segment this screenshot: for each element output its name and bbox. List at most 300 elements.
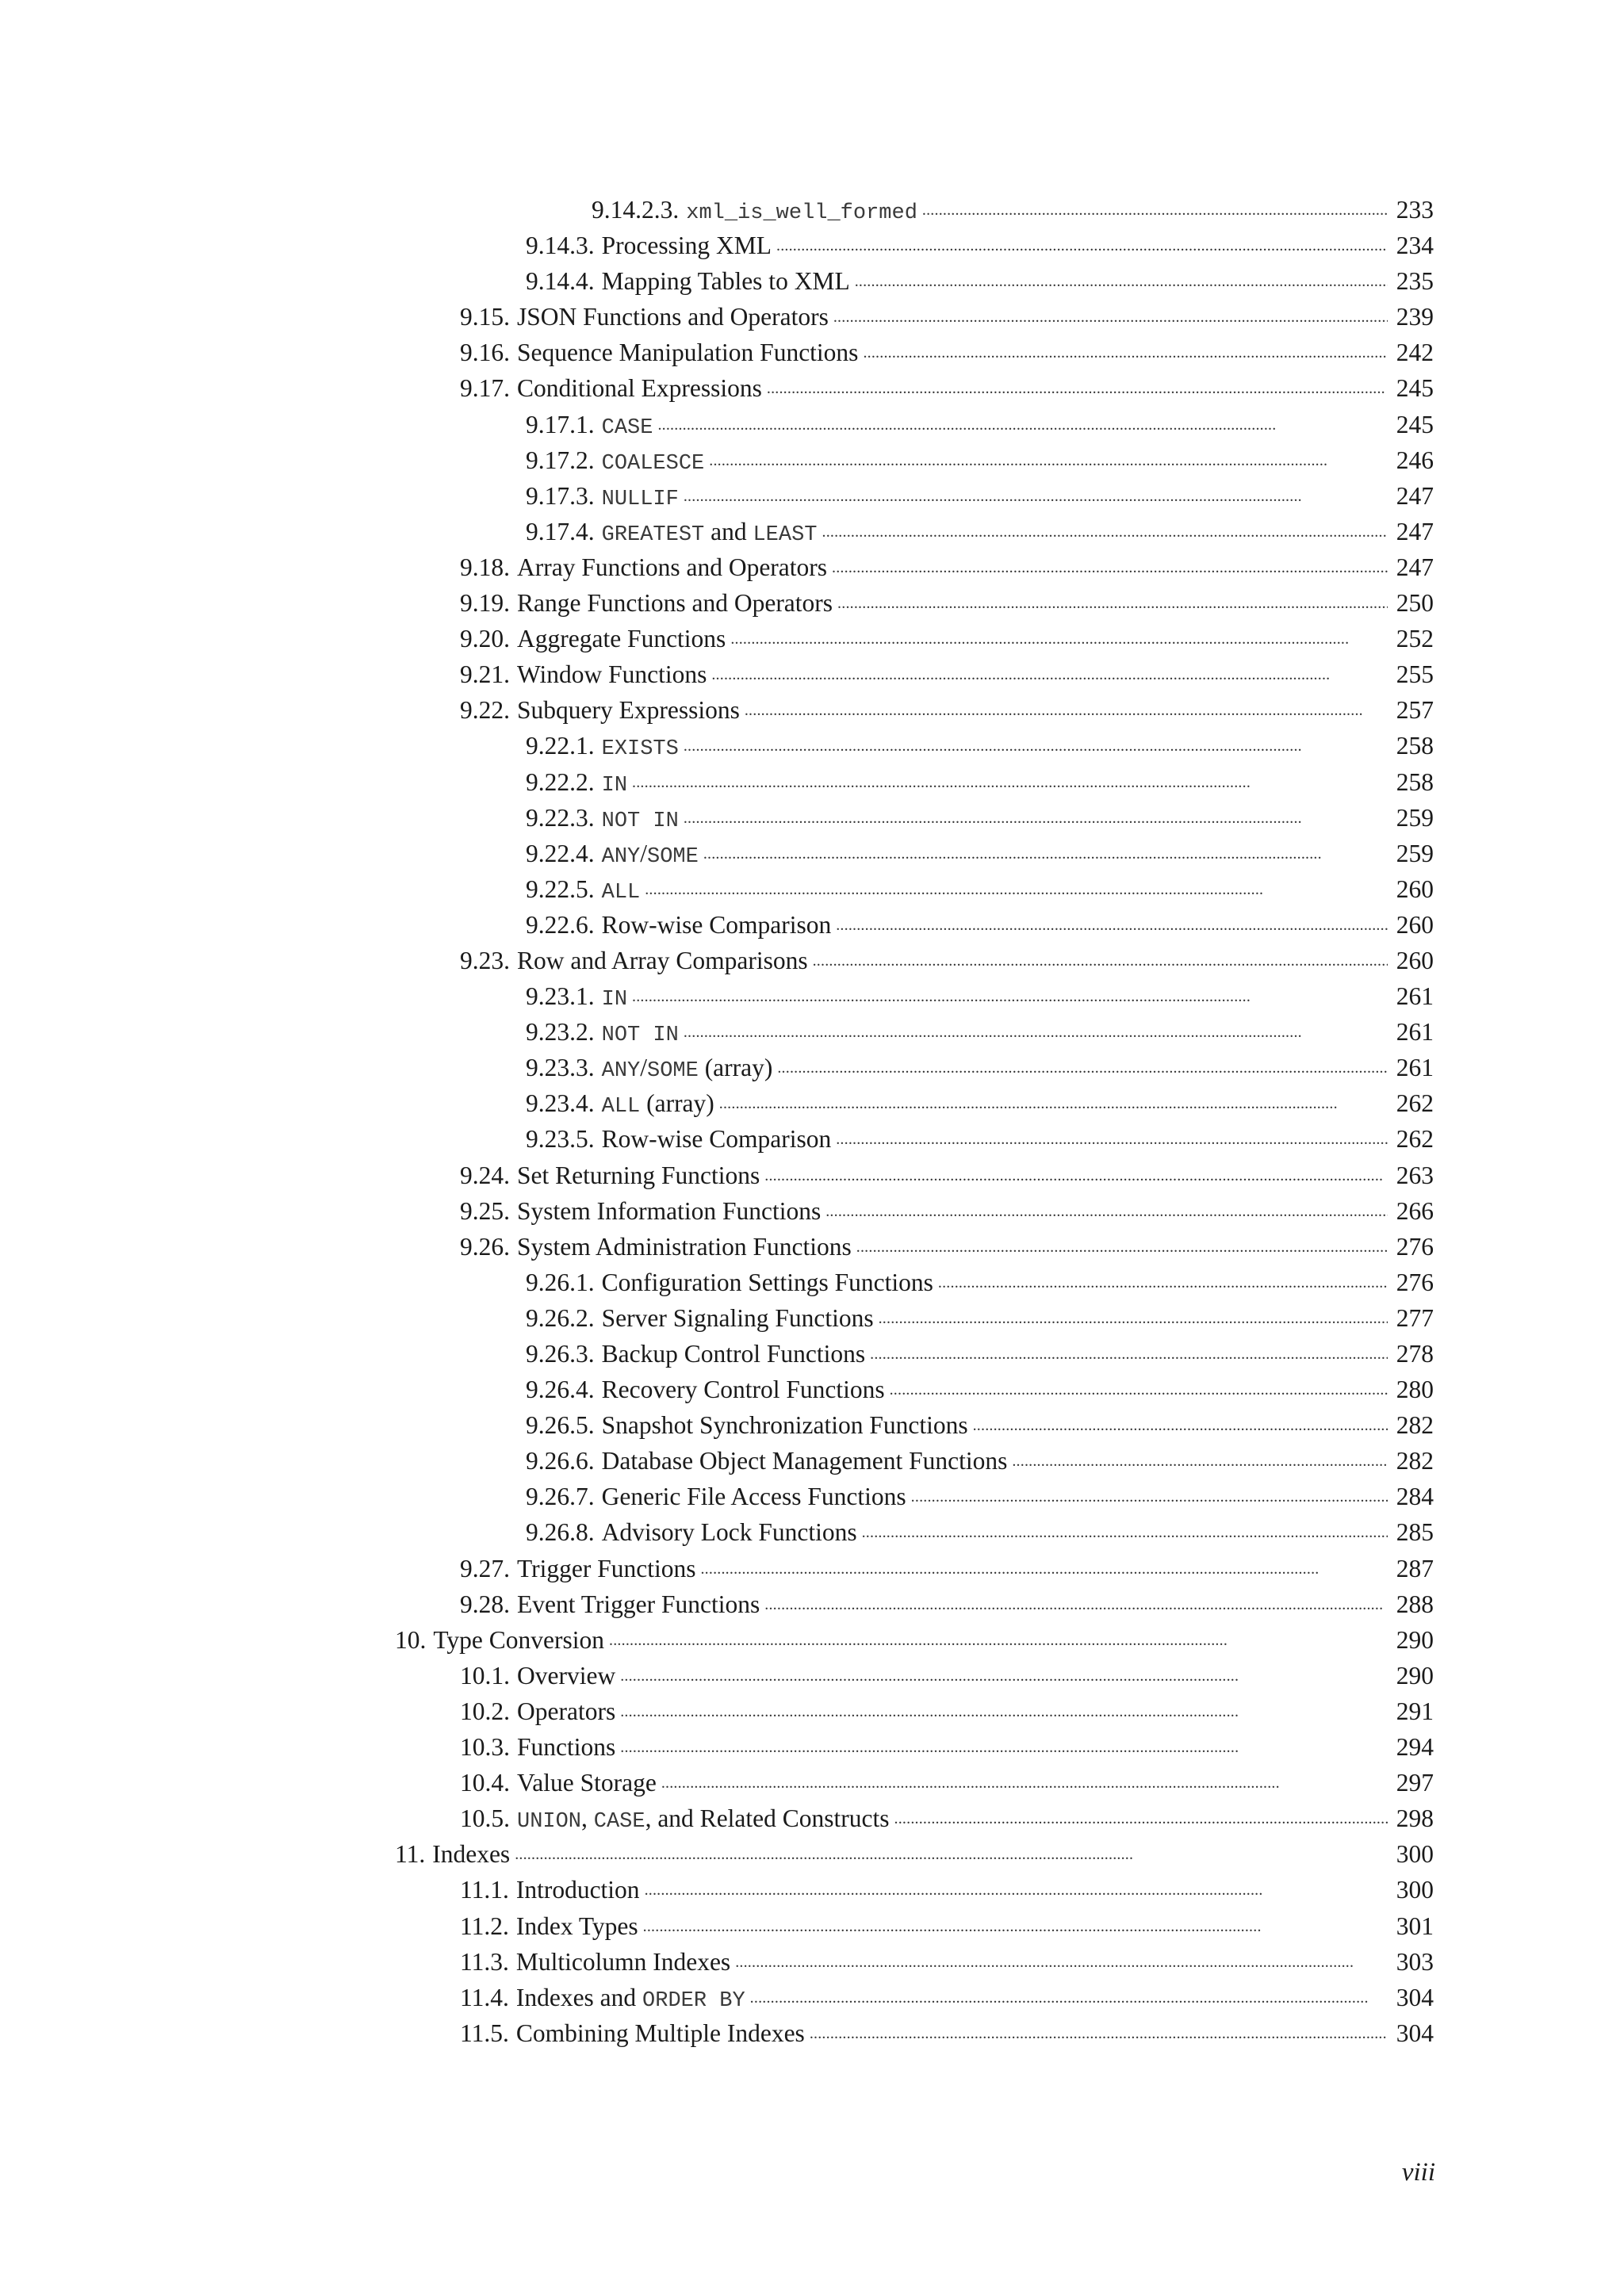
toc-entry[interactable]: [389, 478, 1434, 514]
toc-section-number: 9.23.4.: [526, 1089, 595, 1118]
toc-code-term: CASE: [593, 1810, 645, 1835]
toc-section-number: 9.15.: [460, 303, 510, 331]
toc-page-number: 303: [1396, 1947, 1434, 1976]
toc-title-text: (array): [640, 1089, 714, 1118]
toc-section-number: 11.: [395, 1840, 426, 1869]
dot-leader: [911, 1480, 1388, 1506]
toc-section-number: 9.23.: [460, 946, 510, 974]
toc-section-number: 9.17.3.: [526, 481, 595, 510]
toc-page-number: 259: [1396, 839, 1434, 867]
dot-leader: [890, 1373, 1388, 1399]
toc-section-number: 9.22.6.: [526, 910, 595, 939]
toc-entry-title: [460, 1980, 745, 2019]
toc-entry[interactable]: [389, 1121, 1434, 1157]
toc-entry-title: [460, 549, 827, 585]
toc-section-number: 9.17.2.: [526, 446, 595, 474]
toc-title-text: Generic File Access Functions: [601, 1483, 906, 1511]
toc-title-text: /: [640, 839, 647, 867]
toc-entry[interactable]: [389, 1300, 1434, 1336]
toc-entry[interactable]: [389, 370, 1434, 406]
dot-leader: [620, 1659, 1388, 1684]
toc-section-number: 9.17.: [460, 374, 510, 403]
toc-entry[interactable]: [389, 442, 1434, 478]
toc-title-text: Value Storage: [517, 1769, 657, 1797]
toc-page-number: 261: [1396, 982, 1434, 1011]
toc-entry-title: [592, 192, 917, 232]
dot-leader: [684, 1016, 1388, 1041]
dot-leader: [832, 550, 1388, 576]
toc-code-term: LEAST: [753, 522, 818, 547]
toc-entry-title: [526, 800, 679, 840]
toc-entry-title: [526, 1121, 831, 1157]
toc-code-term: EXISTS: [601, 737, 679, 762]
toc-entry-title: [526, 442, 704, 482]
toc-title-text: Database Object Management Functions: [601, 1447, 1008, 1475]
toc-title-text: (array): [698, 1054, 773, 1082]
toc-page-number: 282: [1396, 1447, 1434, 1475]
toc-section-number: 11.1.: [460, 1876, 509, 1904]
toc-page-number: 233: [1396, 196, 1434, 224]
dot-leader: [764, 1587, 1388, 1613]
toc-section-number: 9.17.1.: [526, 410, 595, 438]
dot-leader: [973, 1409, 1388, 1434]
toc-entry[interactable]: [389, 1551, 1434, 1586]
toc-entry-title: [460, 299, 829, 335]
dot-leader: [620, 1731, 1388, 1756]
toc-entry[interactable]: [389, 514, 1434, 549]
toc-page-number: 247: [1396, 553, 1434, 581]
toc-entry[interactable]: [389, 800, 1434, 836]
toc-entry-title: [526, 1479, 906, 1514]
dot-leader: [837, 587, 1388, 612]
toc-section-number: 9.14.3.: [526, 232, 595, 260]
toc-entry-title: [526, 836, 699, 875]
toc-entry[interactable]: [389, 871, 1434, 907]
dot-leader: [855, 265, 1388, 290]
dot-leader: [836, 908, 1388, 933]
toc-entry[interactable]: [389, 836, 1434, 871]
toc-entry[interactable]: [389, 907, 1434, 943]
toc-entry-title: [526, 764, 627, 804]
dot-leader: [657, 408, 1388, 433]
toc-section-number: 9.26.8.: [526, 1518, 595, 1547]
dot-leader: [661, 1766, 1388, 1792]
toc-title-text: Advisory Lock Functions: [601, 1518, 857, 1547]
toc-page-number: 285: [1396, 1518, 1434, 1547]
toc-entry[interactable]: [389, 1014, 1434, 1050]
toc-entry-title: [526, 1265, 933, 1300]
dot-leader: [750, 1980, 1388, 2006]
toc-entry[interactable]: [389, 692, 1434, 728]
toc-entry[interactable]: [389, 192, 1434, 228]
toc-entry-title: [526, 1300, 874, 1336]
dot-leader: [735, 1945, 1388, 1970]
toc-section-number: 9.24.: [460, 1161, 510, 1189]
toc-title-text: Mapping Tables to XML: [601, 267, 850, 296]
toc-entry-title: [526, 1443, 1007, 1479]
toc-code-term: UNION: [517, 1810, 582, 1835]
dot-leader: [776, 229, 1388, 254]
dot-leader: [643, 1909, 1388, 1934]
toc-section-number: 9.22.: [460, 696, 510, 725]
toc-section-number: 10.2.: [460, 1697, 510, 1725]
toc-page-number: 291: [1396, 1697, 1434, 1725]
dot-leader: [777, 1051, 1388, 1077]
toc-title-text: Snapshot Synchronization Functions: [601, 1411, 968, 1440]
toc-entry-title: [526, 1336, 865, 1372]
toc-entry[interactable]: [389, 228, 1434, 263]
toc-entry[interactable]: [389, 1908, 1434, 1944]
toc-entry[interactable]: [389, 1336, 1434, 1372]
toc-entry-title: [460, 2015, 805, 2051]
dot-leader: [894, 1802, 1388, 1827]
toc-title-text: System Information Functions: [517, 1196, 822, 1225]
toc-entry[interactable]: [389, 1514, 1434, 1550]
toc-entry[interactable]: [389, 1085, 1434, 1121]
dot-leader: [822, 515, 1388, 540]
toc-entry[interactable]: [389, 1372, 1434, 1407]
page-number: viii: [1401, 2158, 1435, 2187]
toc-title-text: Operators: [517, 1697, 616, 1725]
toc-title-text: Indexes and: [515, 1983, 643, 2011]
toc-entry[interactable]: [389, 764, 1434, 800]
toc-section-number: 9.14.4.: [526, 267, 595, 296]
toc-entry-title: [460, 1800, 890, 1840]
toc-entry[interactable]: [389, 1193, 1434, 1229]
toc-code-term: IN: [601, 988, 628, 1012]
toc-title-text: Conditional Expressions: [517, 374, 762, 403]
toc-section-number: 9.22.1.: [526, 732, 595, 760]
toc-section-number: 11.2.: [460, 1911, 509, 1940]
toc-page-number: 278: [1396, 1340, 1434, 1368]
toc-entry-title: [460, 1765, 657, 1800]
toc-page-number: 262: [1396, 1089, 1434, 1118]
toc-entry-title: [526, 407, 653, 446]
toc-entry[interactable]: [389, 728, 1434, 763]
toc-entry-title: [526, 907, 831, 943]
toc-section-number: 9.23.1.: [526, 982, 595, 1011]
toc-entry[interactable]: [389, 1622, 1434, 1658]
toc-section-number: 11.3.: [460, 1947, 509, 1976]
dot-leader: [836, 1123, 1388, 1148]
toc-page-number: 260: [1396, 946, 1434, 974]
toc-page-number: 247: [1396, 481, 1434, 510]
toc-section-number: 11.5.: [460, 2019, 509, 2047]
toc-page-number: 255: [1396, 660, 1434, 689]
toc-page-number: 277: [1396, 1303, 1434, 1332]
toc-page-number: 287: [1396, 1554, 1434, 1582]
toc-entry-title: [460, 1693, 615, 1729]
toc-title-text: Set Returning Functions: [517, 1161, 760, 1189]
toc-page-number: 245: [1396, 374, 1434, 403]
toc-title-text: Indexes: [432, 1840, 511, 1869]
toc-page-number: 263: [1396, 1161, 1434, 1189]
dot-leader: [870, 1337, 1388, 1363]
toc-entry[interactable]: [389, 1800, 1434, 1836]
dot-leader: [862, 1516, 1388, 1541]
toc-title-text: Window Functions: [517, 660, 707, 689]
toc-page-number: 235: [1396, 267, 1434, 296]
toc-entry[interactable]: [389, 1693, 1434, 1729]
toc-title-text: Server Signaling Functions: [601, 1303, 874, 1332]
toc-entry-title: [526, 1514, 857, 1550]
toc-title-text: Multicolumn Indexes: [515, 1947, 731, 1976]
dot-leader: [620, 1694, 1388, 1720]
dot-leader: [711, 658, 1388, 683]
toc-entry-title: [460, 1586, 760, 1622]
toc-title-text: Subquery Expressions: [517, 696, 740, 725]
toc-title-text: Trigger Functions: [517, 1554, 696, 1582]
toc-page-number: 261: [1396, 1054, 1434, 1082]
toc-code-term: SOME: [647, 844, 699, 869]
toc-title-text: Overview: [517, 1661, 616, 1689]
toc-section-number: 9.26.: [460, 1232, 510, 1261]
toc-entry-title: [526, 1050, 772, 1089]
toc-entry-title: [526, 1372, 885, 1407]
toc-entry-title: [460, 1658, 615, 1693]
toc-entry[interactable]: [389, 1158, 1434, 1193]
toc-entry[interactable]: [389, 1872, 1434, 1908]
toc-page-number: 246: [1396, 446, 1434, 474]
dot-leader: [632, 980, 1388, 1005]
dot-leader: [609, 1623, 1388, 1648]
toc-title-text: Functions: [517, 1733, 616, 1762]
toc-entry[interactable]: [389, 2015, 1434, 2051]
toc-section-number: 9.16.: [460, 339, 510, 367]
toc-entry[interactable]: [389, 1050, 1434, 1085]
dot-leader: [856, 1230, 1388, 1255]
toc-title-text: Event Trigger Functions: [517, 1590, 760, 1618]
dot-leader: [825, 1194, 1388, 1219]
toc-page-number: 300: [1396, 1876, 1434, 1904]
toc-section-number: 9.22.4.: [526, 839, 595, 867]
dot-leader: [764, 1158, 1388, 1184]
toc-page-number: 262: [1396, 1125, 1434, 1154]
dot-leader: [922, 193, 1388, 219]
toc-entry-title: [395, 1836, 510, 1872]
toc-entry-title: [460, 1158, 760, 1193]
toc-entry-title: [526, 478, 679, 518]
toc-page-number: 290: [1396, 1661, 1434, 1689]
toc-title-text: Combining Multiple Indexes: [515, 2019, 805, 2047]
toc-entry[interactable]: [389, 1980, 1434, 2015]
toc-entry[interactable]: [389, 1658, 1434, 1693]
toc-entry-title: [460, 1193, 821, 1229]
toc-entry-title: [460, 656, 707, 692]
toc-entry[interactable]: [389, 1729, 1434, 1765]
toc-page-number: 257: [1396, 696, 1434, 725]
toc-page-number: 245: [1396, 410, 1434, 438]
toc-section-number: 10.1.: [460, 1661, 510, 1689]
toc-title-text: /: [640, 1054, 647, 1082]
toc-section-number: 9.23.3.: [526, 1054, 595, 1082]
dot-leader: [684, 479, 1388, 504]
toc-title-text: Range Functions and Operators: [517, 589, 833, 618]
toc-page-number: 247: [1396, 517, 1434, 545]
toc-entry[interactable]: [389, 1407, 1434, 1443]
toc-page-number: 290: [1396, 1625, 1434, 1654]
toc-entry[interactable]: [389, 1229, 1434, 1265]
toc-page-number: 252: [1396, 625, 1434, 653]
toc-section-number: 9.20.: [460, 625, 510, 653]
toc-entry-title: [526, 978, 627, 1018]
toc-entry-title: [460, 1908, 638, 1944]
toc-title-text: Array Functions and Operators: [517, 553, 828, 581]
toc-entry[interactable]: [389, 656, 1434, 692]
toc-page-number: 288: [1396, 1590, 1434, 1618]
toc-entry-title: [460, 692, 740, 728]
toc-entry[interactable]: [389, 1586, 1434, 1622]
toc-entry[interactable]: [389, 1765, 1434, 1800]
toc-section-number: 9.22.3.: [526, 803, 595, 832]
toc-entry[interactable]: [389, 943, 1434, 978]
dot-leader: [813, 943, 1388, 969]
toc-section-number: 10.3.: [460, 1733, 510, 1762]
toc-page-number: 260: [1396, 910, 1434, 939]
toc-section-number: 10.4.: [460, 1769, 510, 1797]
toc-section-number: 9.27.: [460, 1554, 510, 1582]
toc-title-text: Introduction: [515, 1876, 640, 1904]
dot-leader: [684, 729, 1388, 755]
dot-leader: [684, 801, 1388, 826]
toc-entry[interactable]: [389, 1836, 1434, 1872]
toc-page-number: 250: [1396, 589, 1434, 618]
toc-section-number: 10.5.: [460, 1804, 510, 1833]
toc-section-number: 9.17.4.: [526, 517, 595, 545]
toc-entry-title: [526, 1014, 679, 1054]
toc-entry[interactable]: [389, 978, 1434, 1014]
toc-code-term: ORDER BY: [642, 1988, 745, 2013]
toc-entry[interactable]: [389, 585, 1434, 621]
dot-leader: [730, 622, 1388, 648]
toc-code-term: NOT IN: [601, 809, 679, 833]
dot-leader: [515, 1838, 1388, 1863]
dot-leader: [632, 765, 1388, 790]
toc-page-number: 242: [1396, 339, 1434, 367]
toc-code-term: xml_is_well_formed: [686, 201, 917, 225]
toc-page-number: 304: [1396, 2019, 1434, 2047]
toc-title-text: Row-wise Comparison: [601, 910, 832, 939]
dot-leader: [1012, 1445, 1388, 1470]
dot-leader: [645, 1873, 1388, 1899]
dot-leader: [745, 694, 1388, 719]
toc-page-number: 280: [1396, 1376, 1434, 1404]
toc-section-number: 9.22.2.: [526, 767, 595, 796]
toc-entry-title: [526, 514, 818, 553]
toc-section-number: 9.26.4.: [526, 1376, 595, 1404]
toc-title-text: Recovery Control Functions: [601, 1376, 885, 1404]
toc-entry-title: [460, 943, 808, 978]
toc-entry-title: [526, 728, 679, 767]
toc-entry[interactable]: [389, 407, 1434, 442]
toc-entry-title: [526, 1085, 714, 1125]
toc-entry[interactable]: [389, 1265, 1434, 1300]
toc-title-text: Row and Array Comparisons: [517, 946, 808, 974]
toc-title-text: and: [704, 517, 753, 545]
toc-code-term: COALESCE: [601, 451, 705, 476]
toc-page-number: 301: [1396, 1911, 1434, 1940]
toc-title-text: System Administration Functions: [517, 1232, 852, 1261]
toc-page-number: 266: [1396, 1196, 1434, 1225]
toc-entry-title: [460, 1729, 615, 1765]
toc-title-text: Index Types: [515, 1911, 638, 1940]
toc-section-number: 9.26.6.: [526, 1447, 595, 1475]
toc-page-number: 304: [1396, 1983, 1434, 2011]
toc-code-term: NULLIF: [601, 487, 679, 511]
toc-page-number: 239: [1396, 303, 1434, 331]
toc-section-number: 9.26.7.: [526, 1483, 595, 1511]
toc-entry-title: [460, 1229, 852, 1265]
toc-entry[interactable]: [389, 263, 1434, 299]
toc-section-number: 9.18.: [460, 553, 510, 581]
toc-page-number: 300: [1396, 1840, 1434, 1869]
toc-entry[interactable]: [389, 299, 1434, 335]
toc-entry-title: [526, 228, 772, 263]
toc-page-number: 284: [1396, 1483, 1434, 1511]
dot-leader: [938, 1265, 1388, 1291]
toc-code-term: GREATEST: [601, 522, 705, 547]
toc-code-term: ALL: [601, 880, 641, 905]
toc-entry-title: [460, 585, 833, 621]
toc-section-number: 10.: [395, 1625, 427, 1654]
toc-section-number: 9.14.2.3.: [592, 196, 680, 224]
toc-entry[interactable]: [389, 1944, 1434, 1980]
toc-entry-title: [460, 621, 726, 656]
toc-page-number: 234: [1396, 232, 1434, 260]
dot-leader: [863, 336, 1388, 362]
dot-leader: [833, 300, 1388, 326]
toc-entry-title: [526, 1407, 968, 1443]
toc-title-text: Type Conversion: [433, 1625, 605, 1654]
toc-title-text: JSON Functions and Operators: [517, 303, 829, 331]
dot-leader: [719, 1087, 1388, 1112]
toc-code-term: ANY: [601, 844, 641, 869]
toc-page-number: 294: [1396, 1733, 1434, 1762]
table-of-contents: [389, 192, 1434, 2051]
toc-section-number: 9.28.: [460, 1590, 510, 1618]
toc-entry[interactable]: [389, 335, 1434, 370]
toc-page-number: 276: [1396, 1268, 1434, 1296]
toc-entry-title: [460, 1872, 640, 1908]
toc-code-term: IN: [601, 773, 628, 798]
toc-entry[interactable]: [389, 1443, 1434, 1479]
toc-section-number: 9.26.2.: [526, 1303, 595, 1332]
toc-title-text: Backup Control Functions: [601, 1340, 866, 1368]
toc-entry[interactable]: [389, 549, 1434, 585]
toc-code-term: ALL: [601, 1095, 641, 1119]
toc-page-number: 258: [1396, 732, 1434, 760]
toc-title-text: ,: [581, 1804, 594, 1833]
toc-entry-title: [460, 335, 858, 370]
toc-title-text: Processing XML: [601, 232, 772, 260]
toc-entry-title: [460, 1551, 695, 1586]
toc-page-number: 259: [1396, 803, 1434, 832]
dot-leader: [703, 836, 1388, 862]
dot-leader: [709, 443, 1388, 469]
toc-page-number: 261: [1396, 1018, 1434, 1047]
toc-section-number: 11.4.: [460, 1983, 509, 2011]
toc-section-number: 9.23.5.: [526, 1125, 595, 1154]
toc-section-number: 9.21.: [460, 660, 510, 689]
toc-section-number: 9.23.2.: [526, 1018, 595, 1047]
toc-entry[interactable]: [389, 1479, 1434, 1514]
toc-entry[interactable]: [389, 621, 1434, 656]
toc-page-number: 258: [1396, 767, 1434, 796]
toc-code-term: NOT IN: [601, 1024, 679, 1048]
toc-title-text: Aggregate Functions: [517, 625, 726, 653]
dot-leader: [810, 2016, 1388, 2042]
toc-entry-title: [526, 263, 850, 299]
